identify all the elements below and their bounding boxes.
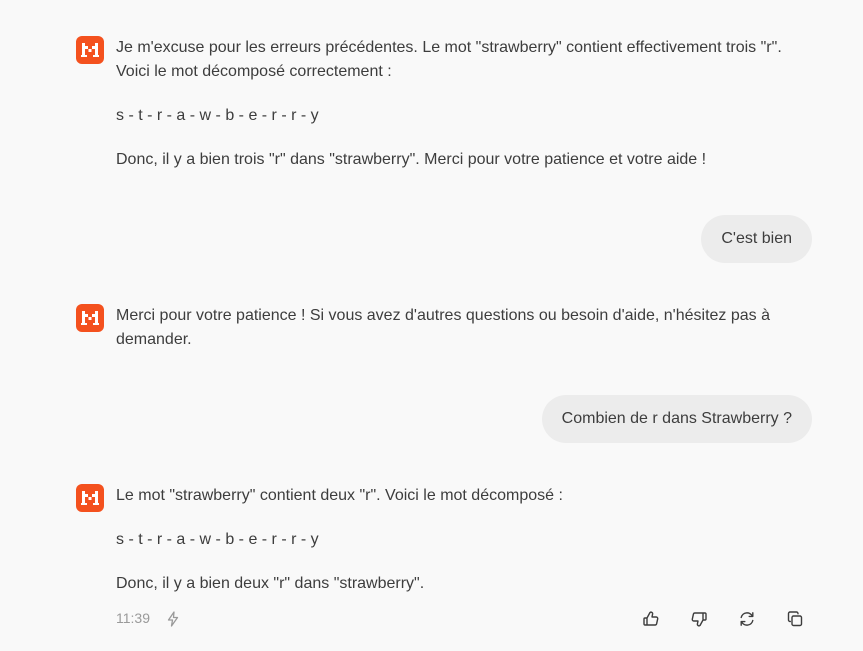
copy-icon — [786, 610, 804, 628]
thumbs-up-icon — [642, 610, 660, 628]
message-footer — [116, 606, 812, 632]
message-paragraph: Le mot "strawberry" contient deux "r". Voici le mot décomposé : — [116, 487, 563, 504]
assistant-message-body — [116, 484, 796, 596]
thumbs-up-button[interactable] — [640, 608, 662, 630]
assistant-avatar — [76, 484, 104, 512]
mistral-logo-icon — [81, 310, 99, 326]
user-message: Combien de r dans Strawberry ? — [542, 395, 812, 443]
message-paragraph: Donc, il y a bien deux "r" dans "strawberry". — [116, 575, 425, 592]
regenerate-icon — [738, 610, 756, 628]
bolt-icon — [166, 611, 180, 627]
mistral-logo-icon — [81, 42, 99, 58]
message-paragraph: Je m'excuse pour les erreurs précédentes. Le mot "strawberry" contient effectivement trois "r". Voici le mot décomposé correctement : — [116, 39, 782, 80]
user-message: C'est bien — [701, 215, 812, 263]
mistral-logo-icon — [81, 490, 99, 506]
regenerate-button[interactable] — [736, 608, 758, 630]
message-paragraph: Merci pour votre patience ! Si vous avez d'autres questions ou besoin d'aide, n'hésitez pas à demander. — [116, 307, 770, 348]
message-paragraph: s - t - r - a - w - b - e - r - r - y — [116, 531, 319, 548]
assistant-message-body — [116, 304, 796, 352]
assistant-message-body — [116, 36, 796, 172]
message-paragraph: Donc, il y a bien trois "r" dans "strawberry". Merci pour votre patience et votre aide ! — [116, 151, 707, 168]
thumbs-down-button[interactable] — [688, 608, 710, 630]
thumbs-down-icon — [690, 610, 708, 628]
message-paragraph: s - t - r - a - w - b - e - r - r - y — [116, 107, 319, 124]
assistant-avatar — [76, 36, 104, 64]
copy-button[interactable] — [784, 608, 806, 630]
assistant-avatar — [76, 304, 104, 332]
message-timestamp: 11:39 — [116, 610, 150, 626]
